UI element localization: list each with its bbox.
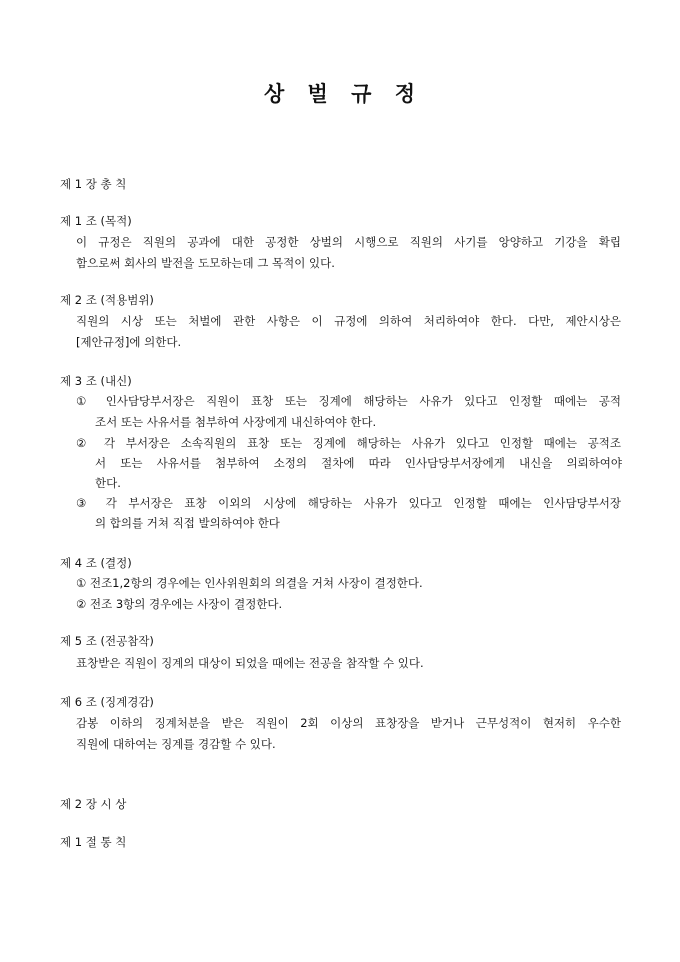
article-6-text-line-2: 직원에 대하여는 징계를 경감할 수 있다. [76, 737, 276, 751]
article-3-item-3-line-1: ③ 각 부서장은 표창 이외의 시상에 해당하는 사유가 있다고 인정할 때에는 인사담당부서장 [76, 496, 621, 510]
article-3-item-2-line-3: 한다. [95, 476, 121, 490]
article-2-text-line-2: [제안규정]에 의한다. [76, 335, 182, 349]
section-1-heading: 제 1 절 통 칙 [60, 835, 127, 849]
article-2-text-line-1: 직원의 시상 또는 처벌에 관한 사항은 이 규정에 의하여 처리하여야 한다. 다만, 제안시상은 [76, 314, 621, 328]
article-5-heading: 제 5 조 (전공참작) [60, 634, 154, 648]
article-3-item-2-line-1: ② 각 부서장은 소속직원의 표창 또는 징계에 해당하는 사유가 있다고 인정할 때에는 공적조 [76, 436, 621, 450]
chapter-1-heading: 제 1 장 총 칙 [60, 177, 127, 191]
article-5-text-line-1: 표창받은 직원이 징계의 대상이 되었을 때에는 전공을 참작할 수 있다. [76, 656, 424, 670]
article-1-text-line-2: 함으로써 회사의 발전을 도모하는데 그 목적이 있다. [76, 256, 335, 270]
article-1-text-line-1: 이 규정은 직원의 공과에 대한 공정한 상벌의 시행으로 직원의 사기를 앙양하고 기강을 확립 [76, 235, 621, 249]
article-3-item-1-line-2: 조서 또는 사유서를 첨부하여 사장에게 내신하여야 한다. [95, 415, 377, 429]
article-6-heading: 제 6 조 (징계경감) [60, 695, 154, 709]
article-6-text-line-1: 감봉 이하의 징계처분을 받은 직원이 2회 이상의 표창장을 받거나 근무성적이 현저히 우수한 [76, 716, 621, 730]
article-4-item-2: ② 전조 3항의 경우에는 사장이 결정한다. [76, 597, 283, 611]
article-1-heading: 제 1 조 (목적) [60, 214, 132, 228]
article-2-heading: 제 2 조 (적용범위) [60, 293, 154, 307]
article-3-item-1-line-1: ① 인사담당부서장은 직원이 표창 또는 징계에 해당하는 사유가 있다고 인정할 때에는 공적 [76, 394, 621, 408]
document-title: 상 벌 규 정 [263, 81, 417, 106]
article-4-item-1: ① 전조1,2항의 경우에는 인사위원회의 의결을 거쳐 사장이 결정한다. [76, 576, 423, 590]
article-3-heading: 제 3 조 (내신) [60, 374, 132, 388]
article-3-item-3-line-2: 의 합의를 거쳐 직접 발의하여야 한다 [95, 516, 280, 530]
article-4-heading: 제 4 조 (결정) [60, 556, 132, 570]
article-3-item-2-line-2: 서 또는 사유서를 첨부하여 소정의 절차에 따라 인사담당부서장에게 내신을 의뢰하여야 [95, 456, 622, 470]
chapter-2-heading: 제 2 장 시 상 [60, 797, 127, 811]
